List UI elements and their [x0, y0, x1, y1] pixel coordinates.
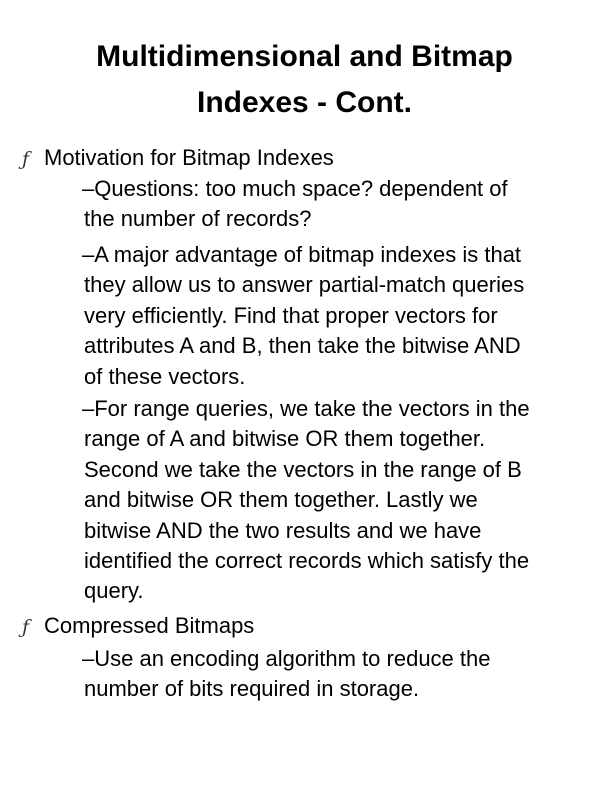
sub-bullet-advantage: [84, 240, 524, 392]
slide-title-line: Indexes - Cont.: [196, 86, 413, 119]
sub-bullet-line: the number of records?: [84, 206, 312, 232]
sub-bullet-line: –Questions: too much space? dependent of: [82, 176, 508, 201]
sub-bullet-range-queries: [84, 394, 530, 607]
sub-bullet-line: number of bits required in storage.: [84, 676, 420, 702]
sub-bullet-line: bitwise AND the two results and we have: [84, 517, 482, 543]
bullet-marker-icon: ƒ: [22, 616, 30, 638]
sub-bullet-line: identified the correct records which satisfy the: [84, 548, 530, 574]
slide-title: [0, 34, 609, 126]
bullet-label: Compressed Bitmaps: [44, 613, 255, 638]
sub-bullet-line: –Use an encoding algorithm to reduce the: [82, 646, 491, 671]
sub-bullet-line: and bitwise OR them together. Lastly we: [84, 487, 478, 513]
sub-bullet-line: –A major advantage of bitmap indexes is that: [82, 242, 522, 267]
sub-bullet-line: Second we take the vectors in the range of B: [84, 456, 522, 482]
bullet-marker-icon: ƒ: [22, 148, 30, 170]
bullet-label: Motivation for Bitmap Indexes: [44, 145, 334, 170]
sub-bullet-line: very efficiently. Find that proper vectors for: [84, 302, 498, 328]
bullet-compressed-bitmaps: [22, 611, 254, 642]
sub-bullet-line: attributes A and B, then take the bitwise AND: [84, 333, 521, 359]
sub-bullet-questions: [84, 174, 508, 235]
bullet-motivation: [22, 143, 334, 174]
sub-bullet-encoding: [84, 644, 490, 705]
sub-bullet-line: –For range queries, we take the vectors in the: [82, 396, 530, 421]
sub-bullet-line: query.: [84, 578, 144, 604]
slide-title-line: Multidimensional and Bitmap: [96, 40, 513, 73]
sub-bullet-line: range of A and bitwise OR them together.: [84, 426, 486, 452]
sub-bullet-line: they allow us to answer partial-match queries: [84, 272, 525, 298]
sub-bullet-line: of these vectors.: [84, 363, 246, 389]
